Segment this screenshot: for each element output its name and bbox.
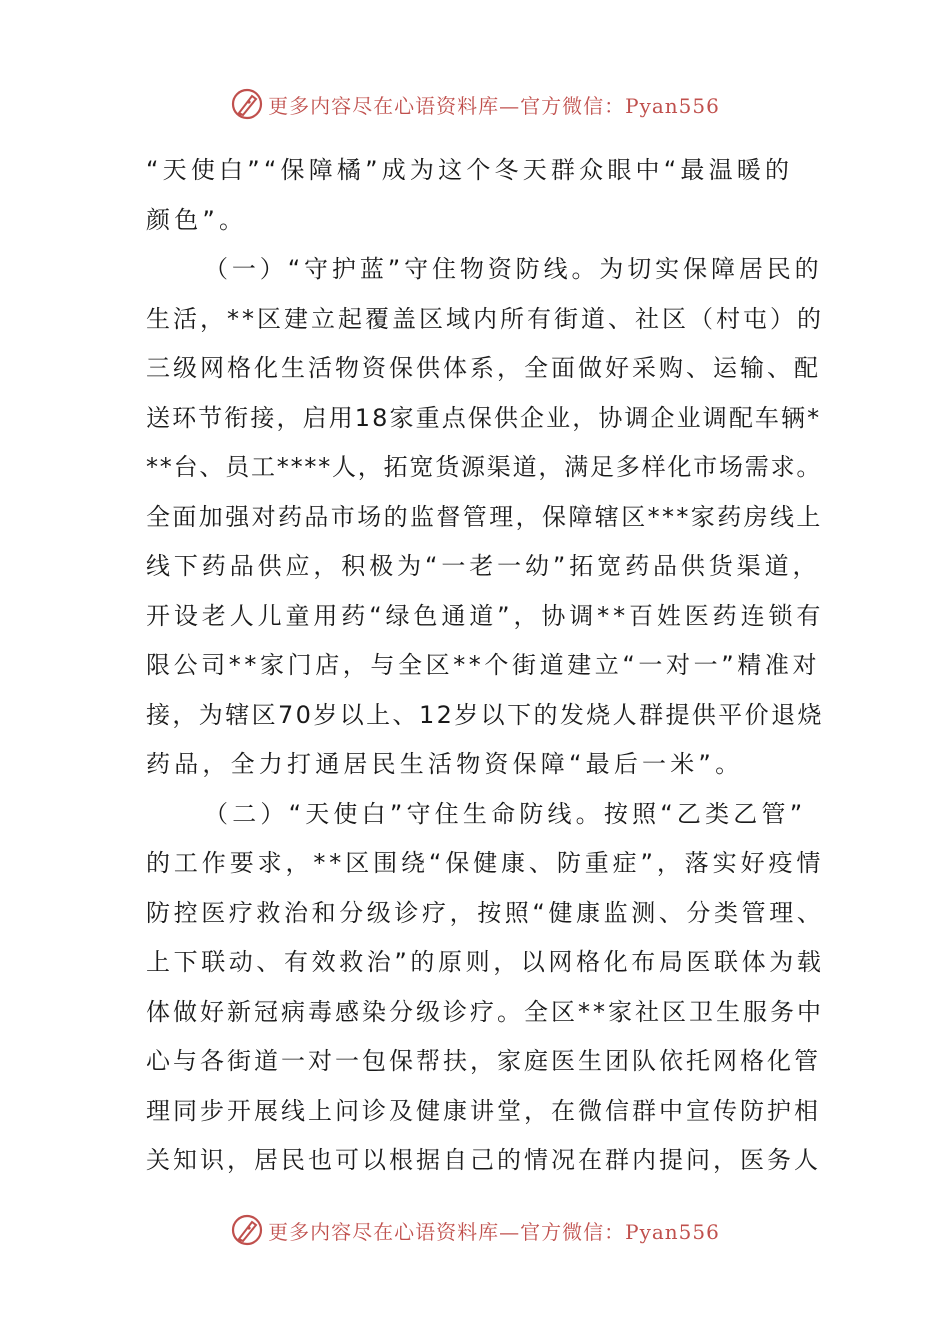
text-line: 三级网格化生活物资保供体系，全面做好采购、运输、配	[146, 354, 821, 382]
text-line: 心与各街道一对一包保帮扶，家庭医生团队依托网格化管	[146, 1047, 821, 1075]
text-line: “天使白”“保障橘”成为这个冬天群众眼中“最温暖的	[146, 156, 794, 184]
text-line: **台、员工****人，拓宽货源渠道，满足多样化市场需求。	[146, 453, 823, 481]
text-line: 接，为辖区70岁以上、12岁以下的发烧人群提供平价退烧	[146, 700, 824, 729]
document-body	[146, 146, 825, 1186]
text-line: 防控医疗救治和分级诊疗，按照“健康监测、分类管理、	[146, 898, 825, 927]
header-banner	[0, 84, 950, 124]
text-line: 关知识，居民也可以根据自己的情况在群内提问，医务人	[146, 1146, 821, 1174]
text-line: 药品，全力打通居民生活物资保障“最后一米”。	[146, 750, 744, 778]
header-banner-text: 更多内容尽在心语资料库—官方微信：Pyan556	[268, 93, 720, 118]
text-line: 线下药品供应，积极为“一老一幼”拓宽药品供货渠道，	[146, 552, 821, 580]
pen-nib-icon	[230, 1213, 264, 1247]
text-line: 体做好新冠病毒感染分级诊疗。全区**家社区卫生服务中	[146, 997, 824, 1026]
text-line: 上下联动、有效救治”的原则，以网格化布局医联体为载	[146, 948, 825, 976]
text-line: 理同步开展线上问诊及健康讲堂，在微信群中宣传防护相	[146, 1096, 821, 1125]
footer-banner-text: 更多内容尽在心语资料库—官方微信：Pyan556	[268, 1219, 720, 1244]
text-line: （二）“天使白”守住生命防线。按照“乙类乙管”	[204, 799, 807, 828]
text-line: 开设老人儿童用药“绿色通道”，协调**百姓医药连锁有	[146, 601, 825, 630]
text-line: 全面加强对药品市场的监督管理，保障辖区***家药房线上	[146, 502, 823, 531]
text-line: 送环节衔接，启用18家重点保供企业，协调企业调配车辆*	[146, 403, 822, 432]
text-line: 生活，**区建立起覆盖区域内所有街道、社区（村屯）的	[146, 304, 824, 333]
text-line: 限公司**家门店，与全区**个街道建立“一对一”精准对	[146, 651, 821, 679]
text-line: （一）“守护蓝”守住物资防线。为切实保障居民的	[204, 255, 823, 283]
text-line: 的工作要求，**区围绕“保健康、防重症”，落实好疫情	[146, 849, 825, 877]
pen-nib-icon	[230, 87, 264, 121]
footer-banner	[0, 1210, 950, 1250]
text-line: 颜色”。	[146, 205, 248, 234]
